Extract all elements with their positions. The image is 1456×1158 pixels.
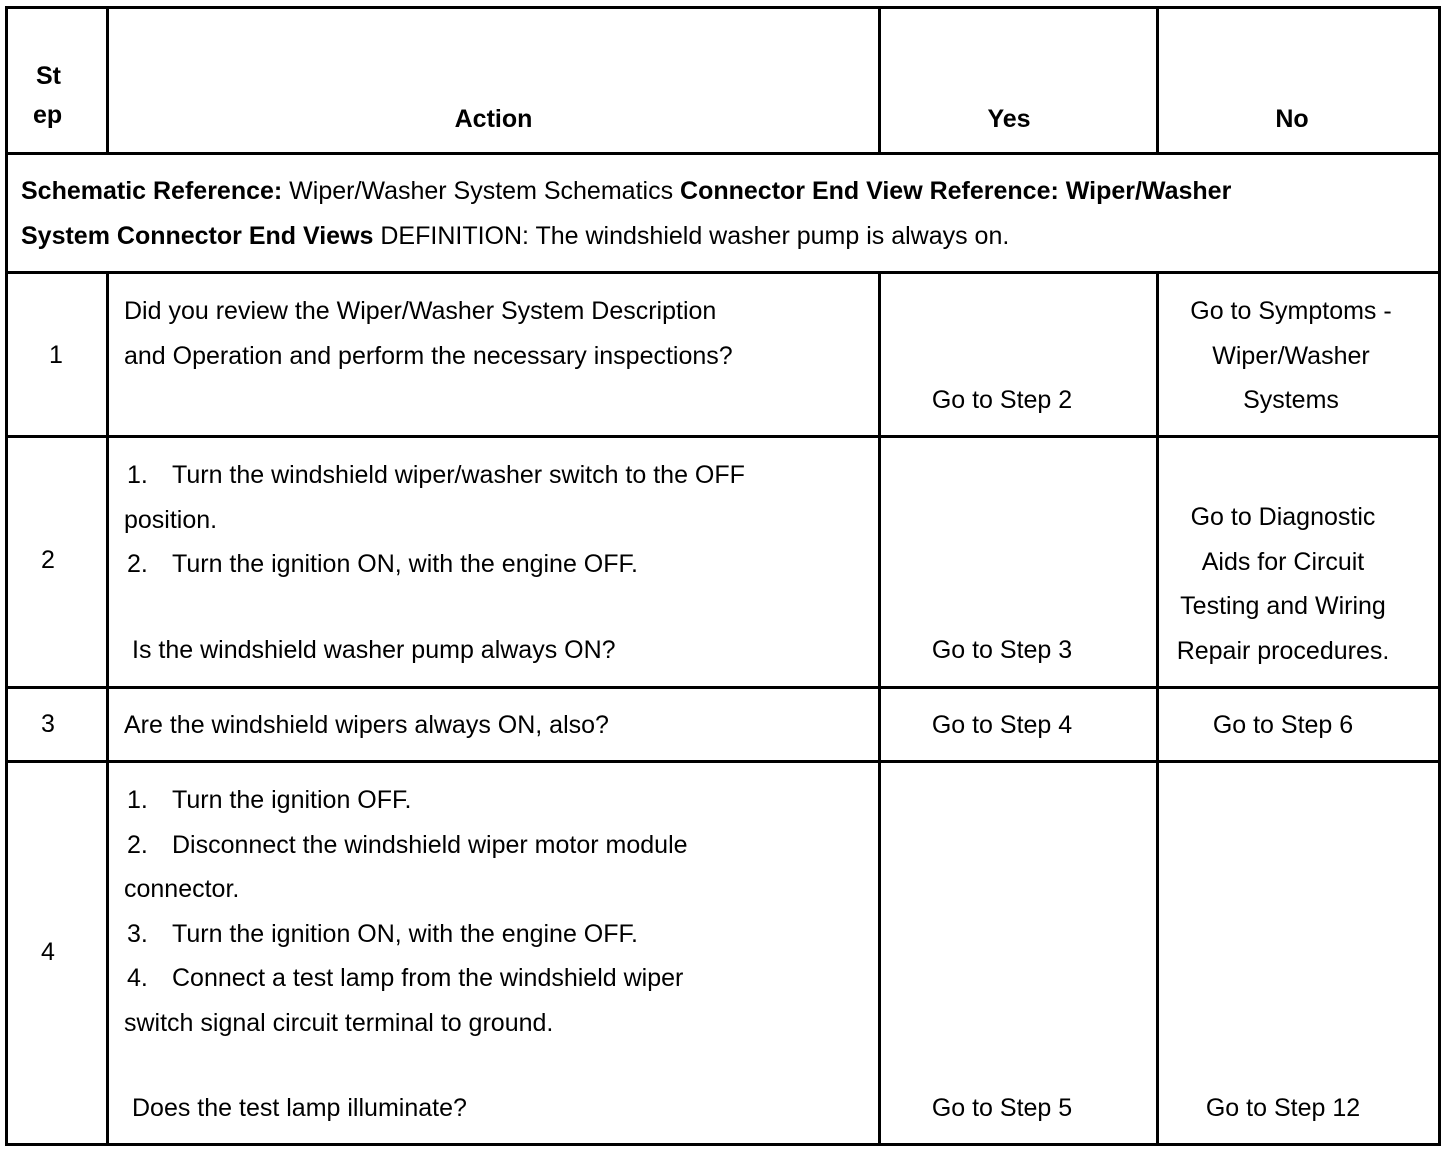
yes-link[interactable]: Go to Step 5 bbox=[931, 1094, 1073, 1122]
grid-line bbox=[5, 6, 8, 1146]
action-step bbox=[124, 778, 874, 823]
step-item-text: Disconnect the windshield wiper motor module bbox=[172, 830, 688, 859]
no-link[interactable] bbox=[1159, 495, 1407, 673]
grid-line bbox=[5, 271, 1441, 274]
yes-link[interactable]: Go to Step 4 bbox=[931, 711, 1073, 739]
step-item-text: Turn the ignition ON, with the engine OFF. bbox=[172, 919, 638, 948]
action-text bbox=[124, 289, 874, 378]
action-line: Did you review the Wiper/Washer System Description bbox=[124, 297, 717, 325]
no-link[interactable] bbox=[1159, 289, 1423, 423]
no-line: Testing and Wiring bbox=[1180, 592, 1386, 620]
no-line: Systems bbox=[1243, 386, 1339, 414]
no-line: Go to Diagnostic bbox=[1190, 503, 1376, 531]
action-text bbox=[124, 453, 874, 672]
action-step bbox=[124, 542, 874, 587]
step-item-text: Connect a test lamp from the windshield wiper bbox=[172, 964, 684, 992]
step-item-text-cont: connector. bbox=[124, 875, 240, 903]
no-link[interactable]: Go to Step 12 bbox=[1205, 1094, 1361, 1122]
no-line: Go to Symptoms - bbox=[1190, 297, 1392, 325]
step-item-text: Turn the windshield wiper/washer switch to the OFF bbox=[172, 461, 745, 489]
action-question: Is the windshield washer pump always ON? bbox=[132, 635, 616, 664]
grid-line bbox=[5, 152, 1441, 155]
yes-link[interactable]: Go to Step 3 bbox=[931, 636, 1073, 664]
step-number: 1 bbox=[49, 341, 63, 369]
header-action: Action bbox=[454, 105, 533, 133]
step-item-number: 1. bbox=[127, 461, 148, 489]
yes-link[interactable]: Go to Step 2 bbox=[931, 386, 1073, 414]
action-text: Are the windshield wipers always ON, also? bbox=[124, 711, 609, 739]
header-step-line: ep bbox=[33, 101, 63, 129]
grid-line bbox=[5, 1143, 1441, 1146]
action-text bbox=[124, 778, 874, 1131]
step-number: 2 bbox=[41, 546, 55, 574]
step-item-text-cont: position. bbox=[124, 505, 218, 534]
no-line: Repair procedures. bbox=[1176, 636, 1390, 665]
step-item-number: 2. bbox=[127, 550, 148, 578]
step-item-text-cont: switch signal circuit terminal to ground. bbox=[124, 1008, 554, 1037]
step-item-number: 4. bbox=[127, 964, 148, 992]
header-yes: Yes bbox=[987, 105, 1031, 133]
grid-line bbox=[5, 686, 1441, 689]
step-item-text: Turn the ignition OFF. bbox=[172, 786, 412, 814]
action-line: and Operation and perform the necessary inspections? bbox=[124, 341, 733, 370]
schematic-reference-label: Schematic Reference: bbox=[21, 177, 283, 205]
step-number: 4 bbox=[41, 938, 55, 966]
grid-line bbox=[5, 760, 1441, 763]
step-number: 3 bbox=[41, 710, 55, 738]
schematic-reference-value: Wiper/Washer System Schematics bbox=[282, 177, 681, 205]
grid-line bbox=[5, 435, 1441, 438]
step-item-number: 1. bbox=[127, 786, 148, 814]
grid-line bbox=[5, 6, 1441, 9]
connector-reference-label: Connector End View Reference: Wiper/Washer bbox=[680, 177, 1232, 205]
reference-row bbox=[21, 169, 1431, 258]
definition-text: DEFINITION: The windshield washer pump is always on. bbox=[373, 221, 1010, 250]
action-step bbox=[124, 912, 874, 957]
no-link[interactable]: Go to Step 6 bbox=[1212, 711, 1354, 739]
step-item-number: 3. bbox=[127, 919, 148, 948]
header-no: No bbox=[1275, 105, 1309, 133]
grid-line bbox=[1438, 6, 1441, 1146]
action-question: Does the test lamp illuminate? bbox=[132, 1094, 467, 1122]
header-step-line: St bbox=[36, 62, 61, 90]
action-step bbox=[124, 956, 874, 1001]
no-line: Aids for Circuit bbox=[1201, 547, 1365, 576]
connector-reference-label-cont: System Connector End Views bbox=[21, 221, 374, 250]
grid-line bbox=[106, 271, 109, 1146]
step-item-text: Turn the ignition ON, with the engine OFF. bbox=[172, 550, 638, 578]
action-step bbox=[124, 823, 874, 868]
step-item-number: 2. bbox=[127, 830, 148, 859]
action-step bbox=[124, 453, 874, 498]
no-line: Wiper/Washer bbox=[1212, 341, 1370, 370]
